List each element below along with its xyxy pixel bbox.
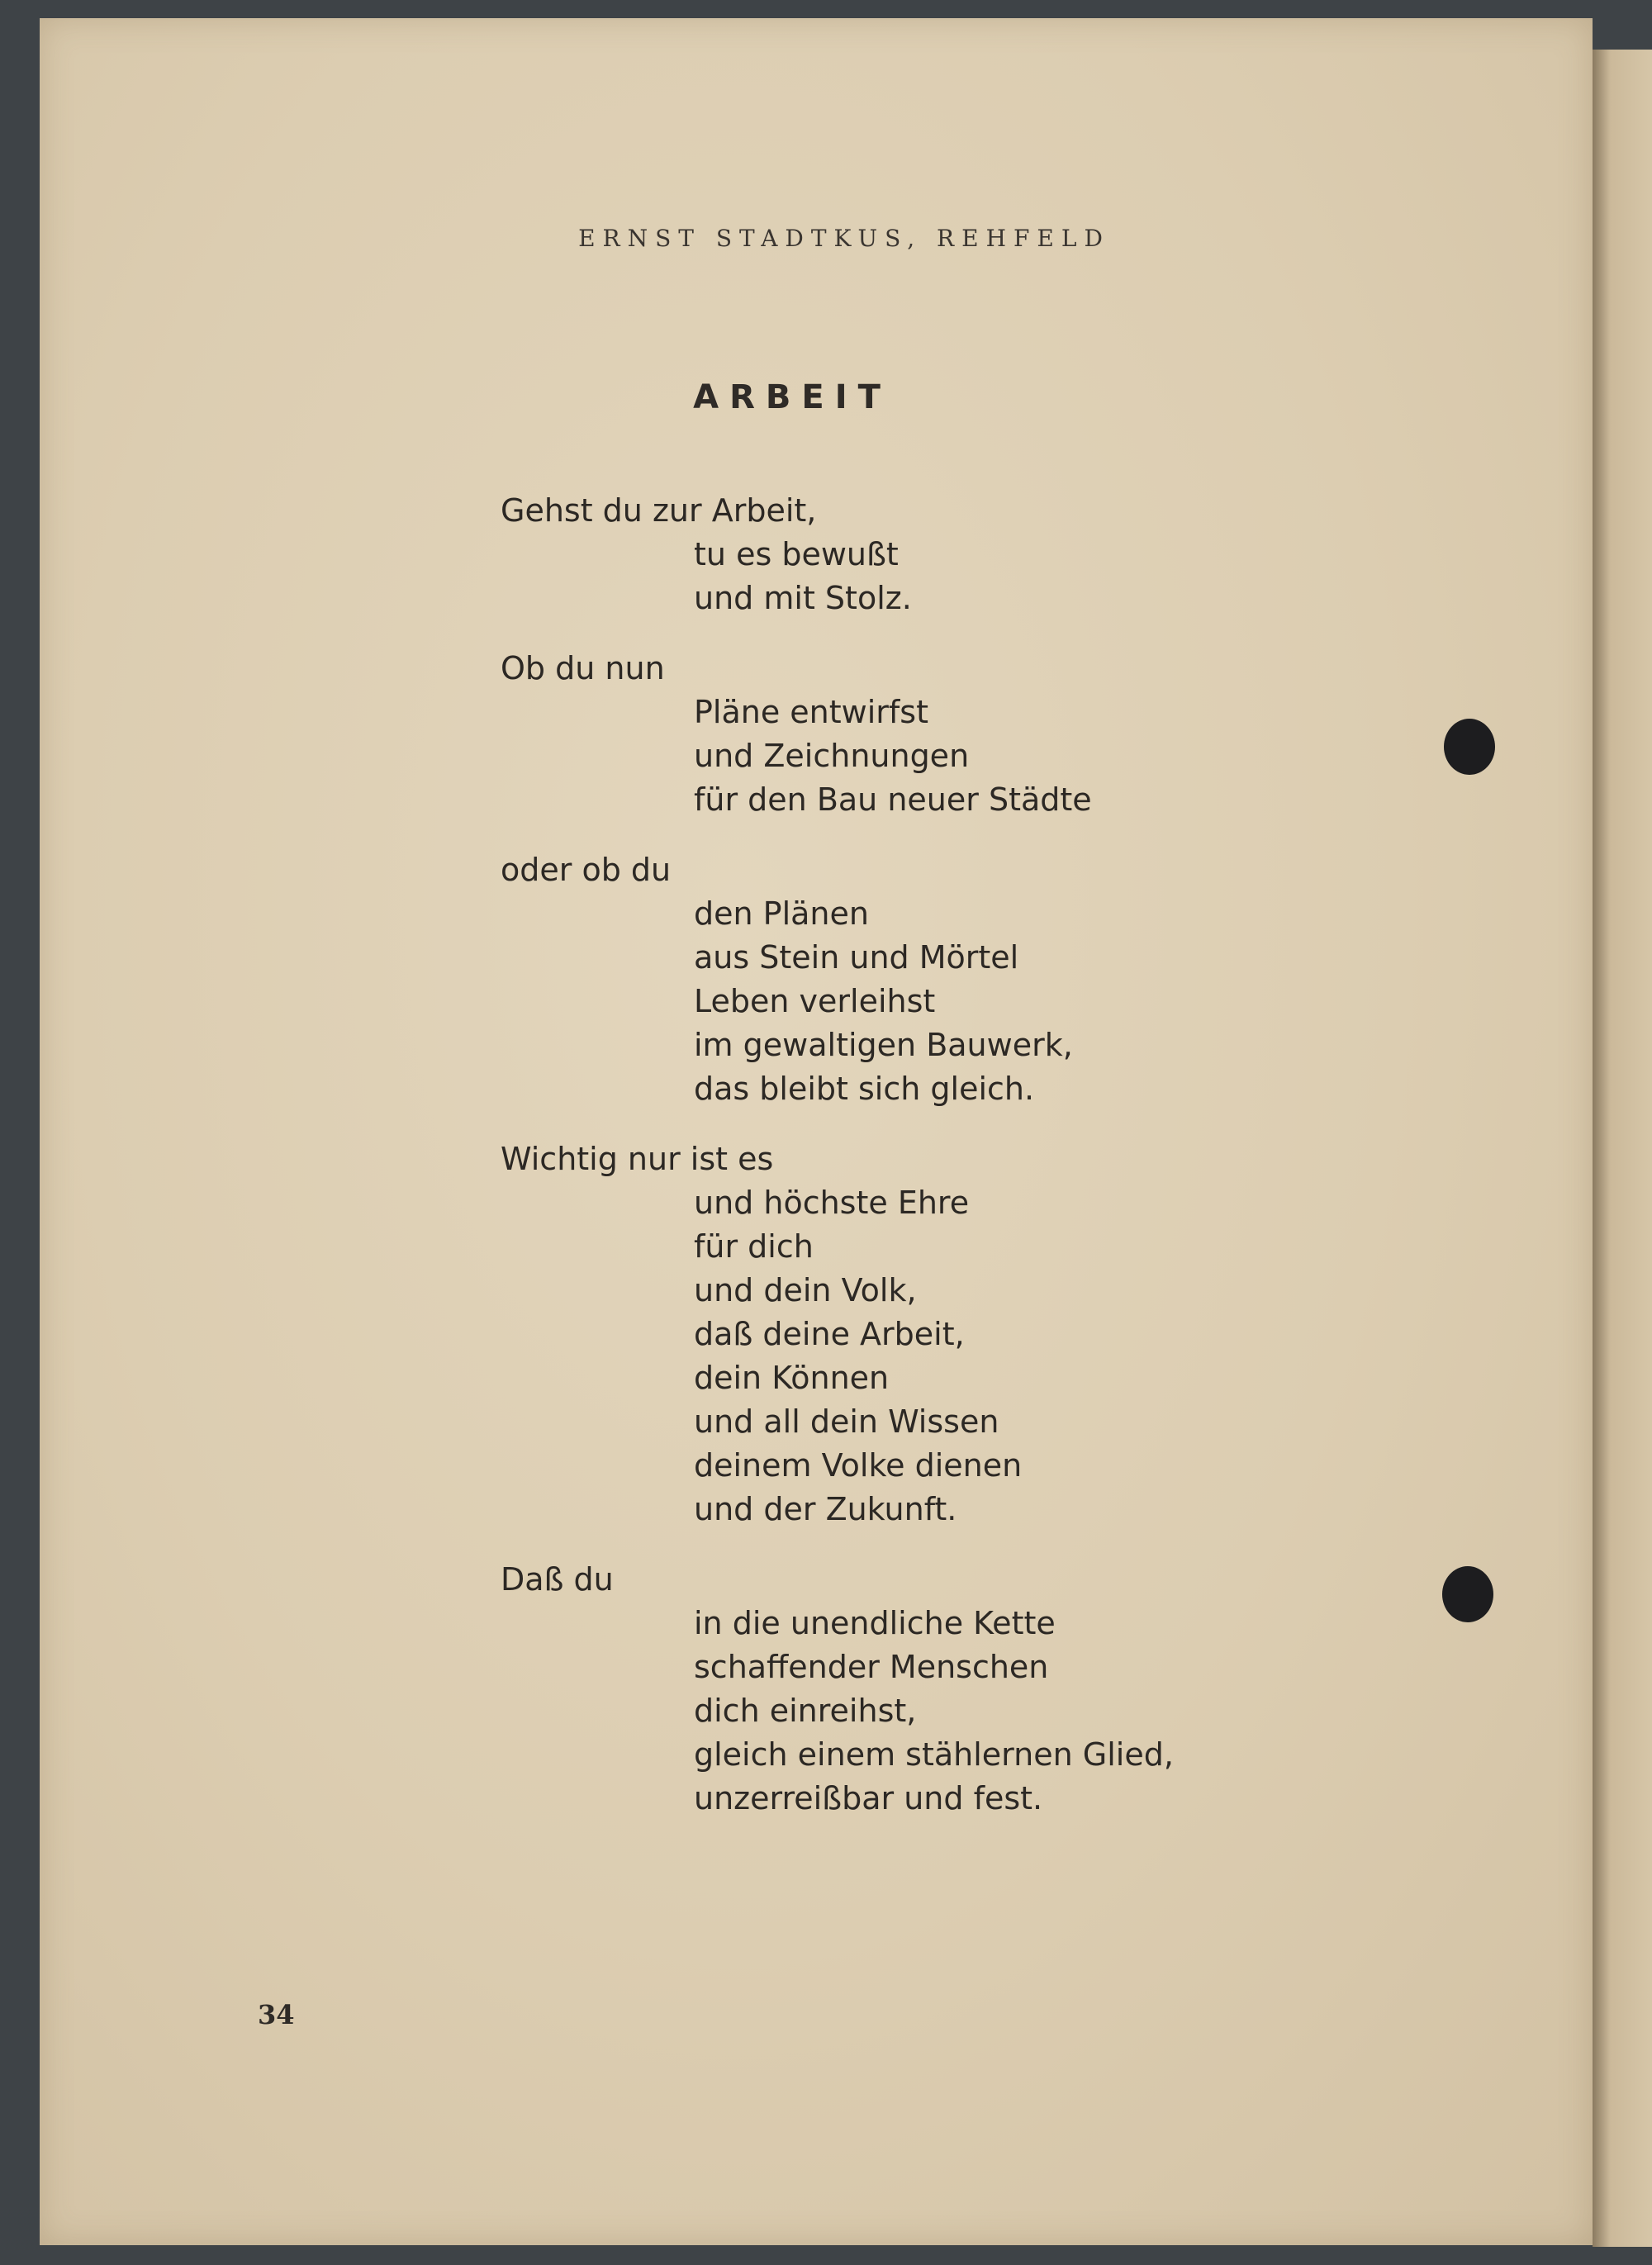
poem-line: tu es bewußt xyxy=(694,536,899,572)
poem-line: schaffender Menschen xyxy=(694,1649,1049,1685)
poem-line: deinem Volke dienen xyxy=(694,1447,1023,1484)
page-number: 34 xyxy=(258,1999,295,2030)
poem-line: Wichtig nur ist es xyxy=(501,1141,774,1177)
poem-line: und mit Stolz. xyxy=(694,580,912,616)
poem-line: dich einreihst, xyxy=(694,1693,917,1729)
poem-line: Leben verleihst xyxy=(694,983,936,1019)
poem-line: oder ob du xyxy=(501,852,672,888)
punch-hole xyxy=(1442,1566,1493,1622)
poem-line: im gewaltigen Bauwerk, xyxy=(694,1027,1073,1063)
poem-line: und der Zukunft. xyxy=(694,1491,957,1527)
poem-line: dein Können xyxy=(694,1360,890,1396)
punch-hole xyxy=(1444,719,1495,775)
poem-line: in die unendliche Kette xyxy=(694,1605,1056,1641)
poem-line: aus Stein und Mörtel xyxy=(694,939,1019,976)
poem-line: den Plänen xyxy=(694,895,869,932)
stanza xyxy=(501,1558,1174,1821)
poem-line: unzerreißbar und fest. xyxy=(694,1780,1043,1816)
poem-body xyxy=(501,489,1174,1847)
poem-line: Pläne entwirfst xyxy=(694,694,928,730)
stanza xyxy=(501,647,1174,822)
poem-line: und höchste Ehre xyxy=(694,1185,970,1221)
poem-line: Ob du nun xyxy=(501,650,665,686)
poem-line: für dich xyxy=(694,1228,814,1265)
stanza xyxy=(501,489,1174,620)
author-header: ERNST STADTKUS, REHFELD xyxy=(578,225,1110,252)
stanza xyxy=(501,848,1174,1111)
poem-line: daß deine Arbeit, xyxy=(694,1316,965,1352)
poem-line: und dein Volk, xyxy=(694,1272,917,1308)
poem-line: Gehst du zur Arbeit, xyxy=(501,492,817,529)
stanza xyxy=(501,1137,1174,1531)
poem-title: ARBEIT xyxy=(693,378,891,416)
poem-line: und all dein Wissen xyxy=(694,1403,999,1440)
poem-line: Daß du xyxy=(501,1561,614,1598)
poem-line: und Zeichnungen xyxy=(694,738,970,774)
poem-line: das bleibt sich gleich. xyxy=(694,1071,1035,1107)
poem-line: für den Bau neuer Städte xyxy=(694,781,1092,818)
next-page-edge xyxy=(1593,50,1652,2247)
poem-line: gleich einem stählernen Glied, xyxy=(694,1736,1174,1773)
